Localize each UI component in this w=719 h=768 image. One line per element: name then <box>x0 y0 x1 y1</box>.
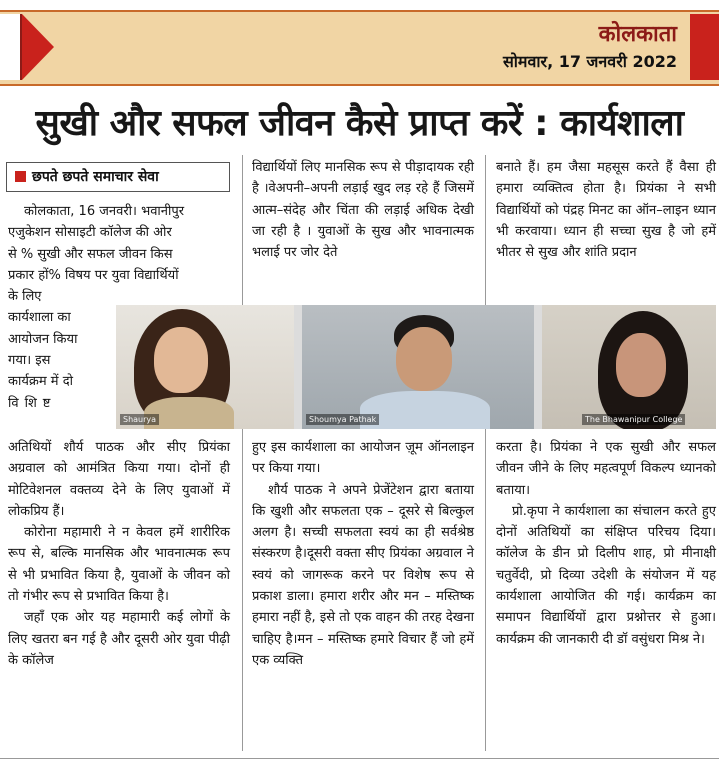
column-2-top <box>252 157 474 263</box>
masthead-city: कोलकाता <box>598 22 677 47</box>
column-divider-2 <box>485 155 486 751</box>
byline-tag <box>6 162 230 192</box>
col3-para-2: प्रो.कृपा ने कार्यशाला का संचालन करते हुए दोनों अतिथियों का संक्षिप्त परिचय दिया।कॉलेज के डीन प्रो दिलीप शाह, प्रो मीनाक्षी चतुर्वेदी, प्रो दिव्या उदेशी के संयोजन में यह कार्यशाला आयोजित की गई। कार्यक्रम का समापन विद्यार्थियों द्वारा प्रश्नोत्तर से हुआ। कार्यक्रम की जानकारी दी डॉ वसुंधरा मिश्र ने। <box>496 503 716 647</box>
masthead-right-block <box>690 14 719 80</box>
column-3-top <box>496 157 716 263</box>
col1-line: कोलकाता, 16 जनवरी। भवानीपुर <box>24 204 185 219</box>
byline-text: छपते छपते समाचार सेवा <box>32 169 159 185</box>
col3-top-text: बनाते हैं। हम जैसा महसूस करते हैं वैसा ही हमारा व्यक्तित्व होता है। प्रियंका ने सभी विद्यार्थियों को पंद्रह मिनट का ऑन–लाइन ध्यान भी करवाया। ध्यान ही सच्चा सुख है जो हमें भीतर से सुख और शांति प्रदान <box>496 160 716 261</box>
speaker-3-caption: The Bhawanipur College <box>582 414 685 425</box>
speaker-1-caption: Shaurya <box>120 414 159 425</box>
speaker-2-caption: Shoumya Pathak <box>306 414 379 425</box>
col1-line: से % सुखी और सफल जीवन किस <box>8 246 173 262</box>
speaker-2-body <box>360 391 490 429</box>
speaker-1-face <box>154 327 208 393</box>
speaker-2-panel <box>302 305 534 429</box>
red-square-icon <box>15 171 26 182</box>
col2-top-text: विद्यार्थियों लिए मानसिक रूप से पीड़ादायक रही है ।वेअपनी–अपनी लड़ाई खुद लड़ रहे हैं जिसमें आत्म–संदेह और चिंता की लड़ाई अधिक देखी जा रही है । युवाओं के सुख और भावनात्मक भलाई पर जोर देते <box>252 160 474 261</box>
column-divider-1 <box>242 155 243 751</box>
col1-line: गया। इस <box>8 353 51 369</box>
col1-line: एजुकेशन सोसाइटी कॉलेज की ओर <box>8 225 172 241</box>
col1-line: आयोजन किया <box>8 331 78 347</box>
col1-para-1b: अतिथियों शौर्य पाठक और सीए प्रियंका अग्रवाल को आमंत्रित किया गया। दोनों ही मोटिवेशनल वक्तव्य देने के लिए युवाओं में लोकप्रिय हैं। <box>8 440 230 519</box>
col1-line: प्रकार हों% विषय पर युवा विद्यार्थियों <box>8 267 179 283</box>
speaker-1-panel <box>116 305 294 429</box>
speaker-3-face <box>616 333 666 397</box>
masthead-date: सोमवार, 17 जनवरी 2022 <box>502 52 677 71</box>
col1-line: कार्यक्रम में दो <box>8 374 73 390</box>
bottom-rule <box>0 758 719 759</box>
col2-para-1: हुए इस कार्यशाला का आयोजन ज़ूम ऑनलाइन पर किया गया। <box>252 440 474 477</box>
col2-para-2: शौर्य पाठक ने अपने प्रेजेंटेशन द्वारा बताया कि खुशी और सफलता एक – दूसरे से बिल्कुल अलग है। सच्ची सफलता स्वयं का ही सर्वश्रेष्ठ संस्करण है।दूसरी वक्ता सीए प्रियंका अग्रवाल ने स्वयं को जागरूक करने पर विशेष रूप से प्रकाश डाला। हमारा शरीर और मन – मस्तिष्क हमारा नहीं है, इसे तो एक वाहन की तरह देखना चाहिए है।मन – मस्तिष्क हमारे विचार हैं जो हमें एक व्यक्ति <box>252 482 474 668</box>
speaker-3-panel <box>542 305 716 429</box>
masthead-left-tab <box>0 14 22 80</box>
column-3-bottom <box>496 437 716 650</box>
col3-para-1: करता है। प्रियंका ने एक सुखी और सफल जीवन जीने के लिए महत्वपूर्ण विकल्प ध्यानको बताया। <box>496 440 716 498</box>
article-headline: सुखी और सफल जीवन कैसे प्राप्त करें : कार्यशाला <box>35 103 684 144</box>
col1-para-3: जहाँ एक ओर यह महामारी कई लोगों के लिए खतरा बन गई है और दूसरी ओर युवा पीढ़ी के कॉलेज <box>8 610 230 668</box>
col1-line: विशिष्ट <box>8 395 57 411</box>
masthead-arrow-icon <box>22 14 54 80</box>
video-call-photo <box>116 305 716 429</box>
column-1-bottom <box>8 437 230 671</box>
masthead-top-stripe <box>0 10 719 12</box>
col1-para-2: कोरोना महामारी ने न केवल हमें शारीरिक रूप से, बल्कि मानसिक और भावनात्मक रूप से भी प्रभावित किया है, युवाओं के जीवन को तो गंभीर रूप से प्रभावित किया है। <box>8 525 230 605</box>
col1-line: कार्यशाला का <box>8 310 71 326</box>
column-2-bottom <box>252 437 474 671</box>
speaker-2-face <box>396 327 452 391</box>
masthead-bottom-stripe <box>0 84 719 86</box>
col1-line: के लिए <box>8 289 42 305</box>
